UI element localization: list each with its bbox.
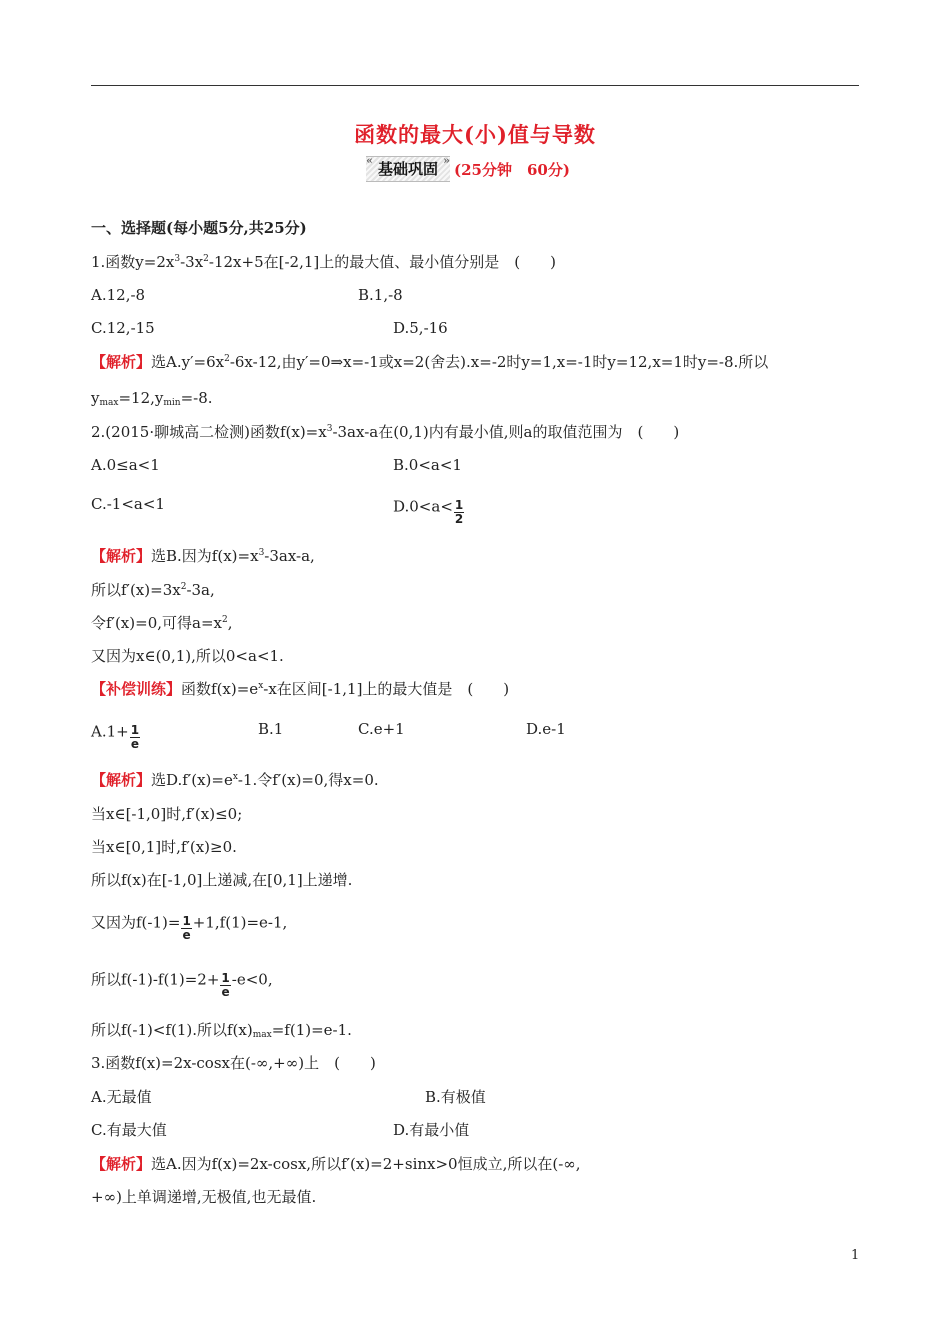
q3-solution-line-1: 【解析】选A.因为f(x)=2x-cosx,所以f′(x)=2+sinx>0恒成立,所以在(-∞, — [91, 1155, 581, 1173]
badge-row — [366, 156, 570, 182]
q1-option-c: C.12,-15 — [91, 319, 155, 337]
sup-option-c: C.e+1 — [358, 720, 405, 738]
sup-option-a: A.1+ $\frac{1}{e}$ — [91, 722, 140, 751]
q1-solution-line-2: $y_{max}=12,y_{min}=-8$. — [91, 389, 213, 408]
sup-solution-line-5: 又因为f(-1)= $\frac{1}{e}$ +1,f(1)=e-1, — [91, 913, 288, 942]
q2-solution-line-1: 【解析】选B.因为$f(x)=x^3-3ax-a$, — [91, 547, 315, 565]
q2-option-b: B.0<a<1 — [393, 456, 462, 474]
section-heading: 一、选择题(每小题5分,共25分) — [91, 219, 307, 237]
basic-badge: « 基础巩固 » — [366, 156, 450, 182]
sup-solution-line-3: 当x∈[0,1]时,f′(x)≥0. — [91, 838, 237, 856]
fraction-one-half: $\frac{1}{2}$ — [454, 498, 464, 526]
question-1-stem: 1.函数$y=2x^3-3x^2-12x+5$在[-2,1]上的最大值、最小值分别是 ( ) — [91, 253, 556, 271]
q3-solution-line-2: +∞)上单调递增,无极值,也无最值. — [91, 1188, 317, 1206]
sup-solution-line-6: 所以f(-1)-f(1)=2+ $\frac{1}{e}$ -e<0, — [91, 970, 273, 999]
fraction-one-over-e: $\frac{1}{e}$ — [130, 723, 140, 751]
sup-solution-line-1: 【解析】选$D.f'(x)=e^x-1$.令f′(x)=0,得x=0. — [91, 771, 379, 789]
sup-option-b: B.1 — [258, 720, 284, 738]
sup-solution-line-4: 所以f(x)在[-1,0]上递减,在[0,1]上递增. — [91, 871, 353, 889]
q2-option-d: D.0<a< $\frac{1}{2}$ — [393, 497, 464, 526]
q1-option-b: B.1,-8 — [358, 286, 403, 304]
q2-option-c: C.-1<a<1 — [91, 495, 165, 513]
q3-option-c: C.有最大值 — [91, 1121, 167, 1139]
q2-solution-line-4: 又因为x∈(0,1),所以0<a<1. — [91, 647, 284, 665]
q3-option-b: B.有极值 — [425, 1088, 486, 1106]
question-2-stem: 2.(2015·聊城高二检测)函数$f(x)=x^3-3ax-a$在(0,1)内有最小值,则a的取值范围为 ( ) — [91, 423, 680, 441]
q1-option-d: D.5,-16 — [393, 319, 448, 337]
fraction-one-over-e: $\frac{1}{e}$ — [182, 914, 191, 942]
time-note: (25分钟 60分) — [454, 160, 570, 179]
q1-option-a: A.12,-8 — [91, 286, 146, 304]
fraction-one-over-e: $\frac{1}{e}$ — [221, 971, 230, 999]
q1-solution-line-1: 【解析】选$A.y'=6x^2-6x-12$,由y′=0⇒x=-1或x=2(舍去).x=-2时y=1,x=-1时y=12,x=1时y=-8.所以 — [91, 353, 769, 371]
q3-option-d: D.有最小值 — [393, 1121, 470, 1139]
header-rule — [91, 85, 859, 86]
sup-solution-line-7: 所以f(-1)<f(1).所以$f(x)_{max}=f(1)=e-1$. — [91, 1021, 352, 1040]
q3-option-a: A.无最值 — [91, 1088, 152, 1106]
question-3-stem: 3.函数f(x)=2x-cosx在(-∞,+∞)上 ( ) — [91, 1054, 376, 1072]
supplement-stem: 【补偿训练】函数$f(x)=e^x-x$在区间[-1,1]上的最大值是 ( ) — [91, 680, 510, 698]
page-number: 1 — [851, 1248, 860, 1263]
q2-solution-line-2: 所以$f'(x)=3x^2-3a$, — [91, 581, 215, 599]
q2-option-a: A.0≤a<1 — [91, 456, 160, 474]
q2-solution-line-3: 令f′(x)=0,可得$a=x^2$, — [91, 614, 233, 632]
page-title: 函数的最大(小)值与导数 — [354, 122, 596, 147]
sup-solution-line-2: 当x∈[-1,0]时,f′(x)≤0; — [91, 805, 243, 823]
sup-option-d: D.e-1 — [526, 720, 566, 738]
